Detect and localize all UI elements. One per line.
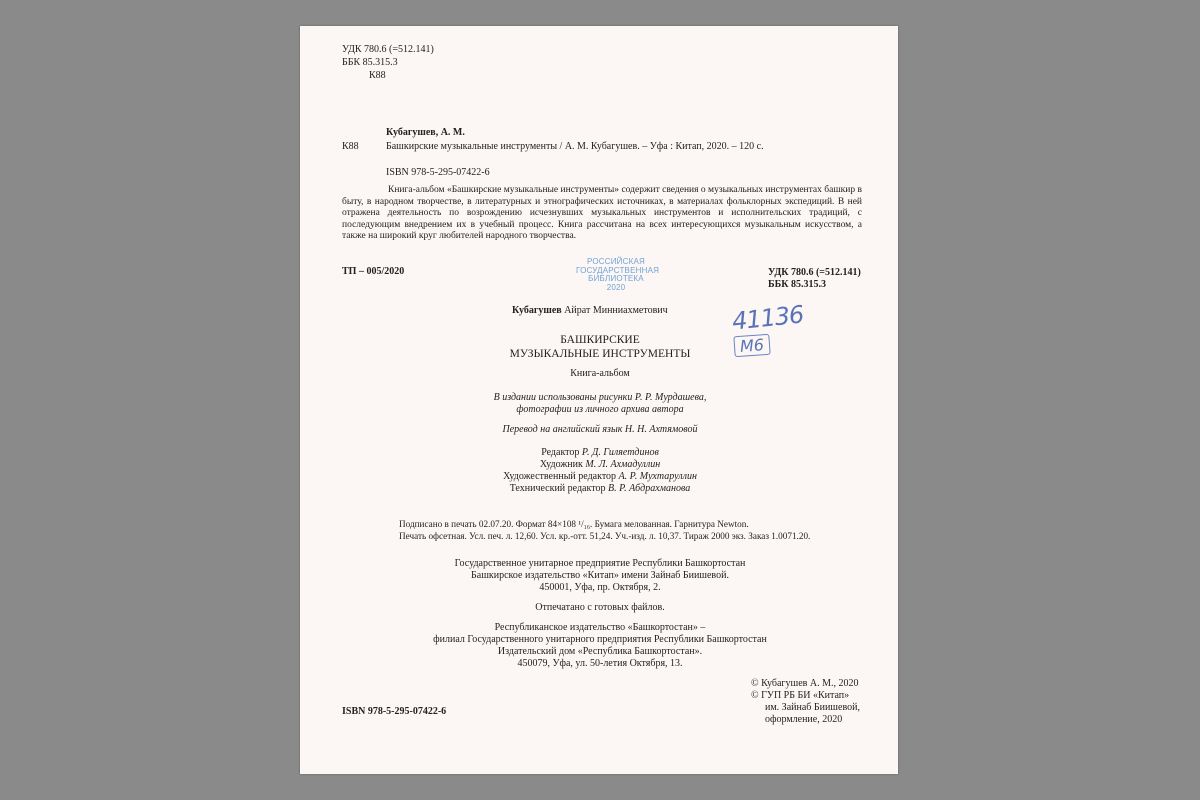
- book-page: [300, 26, 898, 774]
- printer-line-2: филиал Государственного унитарного предприятия Республики Башкортостан: [433, 634, 767, 645]
- copyright-line-2: © ГУП РБ БИ «Китап»: [751, 690, 850, 701]
- udk-line: УДК 780.6 (=512.141): [342, 44, 434, 55]
- credit-line-2: фотографии из личного архива автора: [516, 404, 684, 415]
- publisher-line-3: 450001, Уфа, пр. Октября, 2.: [539, 582, 661, 593]
- tp-code: ТП – 005/2020: [342, 266, 405, 277]
- printed-from: Отпечатано с готовых файлов.: [535, 602, 665, 613]
- author-fullname: [512, 305, 668, 317]
- k88-code: К88: [369, 70, 386, 81]
- author-name: Айрат Минниахметович: [561, 305, 668, 316]
- copyright-line-4: оформление, 2020: [765, 714, 843, 725]
- copyright-line-1: © Кубагушев А. М., 2020: [751, 678, 859, 689]
- translation-credit: Перевод на английский язык Н. Н. Ахтямовой: [502, 424, 698, 435]
- author-heading: Кубагушев, А. М.: [386, 127, 465, 138]
- print-info-1: Подписано в печать 02.07.20. Формат 84×108 ¹/₁₆. Бумага мелованная. Гарнитура Newton.: [399, 519, 749, 529]
- isbn-top: ISBN 978-5-295-07422-6: [386, 167, 490, 178]
- title-line-2: МУЗЫКАЛЬНЫЕ ИНСТРУМЕНТЫ: [509, 348, 691, 360]
- art-editor-line: Художественный редактор А. Р. Мухтаруллин: [503, 471, 697, 482]
- printer-line-4: 450079, Уфа, ул. 50-летия Октября, 13.: [517, 658, 683, 669]
- annotation: Книга-альбом «Башкирские музыкальные инструменты» содержит сведения о музыкальных инструментах башкир в быту, в народном творчестве, в литературных и этнографических источниках, в материалах фольклорных экспедиций. В ней отражена деятельность по возрождению исчезнувших музыкальных инструментов и исполнительских традиций, с последующим внедрением их в учебный процесс. Книга рассчитана на всех интересующихся музыкальным искусством, а также на широкий круг любителей народного творчества.: [342, 185, 862, 242]
- tech-editor-line: Технический редактор В. Р. Абдрахманова: [509, 483, 691, 494]
- publisher-line-1: Государственное унитарное предприятие Республики Башкортостан: [454, 558, 746, 569]
- k88-left: К88: [342, 141, 359, 152]
- artist-line: Художник М. Л. Ахмадуллин: [539, 459, 661, 470]
- handwritten-number: 41136: [730, 300, 805, 336]
- bbk-line: ББК 85.315.3: [342, 57, 398, 68]
- publisher-line-2: Башкирское издательство «Китап» имени Зайнаб Биишевой.: [471, 570, 729, 581]
- printer-line-1: Республиканское издательство «Башкортостан» –: [494, 622, 706, 633]
- author-surname: Кубагушев: [512, 305, 562, 316]
- handwritten-box: M6: [733, 334, 770, 357]
- copyright-line-3: им. Зайнаб Биишевой,: [765, 702, 860, 713]
- bbk-right: ББК 85.315.3: [768, 279, 826, 290]
- credit-line-1: В издании использованы рисунки Р. Р. Мурдашева,: [493, 392, 707, 403]
- udk-right: УДК 780.6 (=512.141): [768, 267, 861, 278]
- subtitle: Книга-альбом: [570, 368, 630, 379]
- isbn-bottom: ISBN 978-5-295-07422-6: [342, 706, 447, 717]
- editor-line: Редактор Р. Д. Гиляетдинов: [541, 447, 659, 458]
- title-line-1: БАШКИРСКИЕ: [560, 334, 640, 346]
- printer-line-3: Издательский дом «Республика Башкортостан».: [497, 646, 703, 657]
- library-stamp: РОССИЙСКАЯ ГОСУДАРСТВЕННАЯ БИБЛИОТЕКА 2020: [576, 257, 660, 292]
- print-info-2: Печать офсетная. Усл. печ. л. 12,60. Усл. кр.-отт. 51,24. Уч.-изд. л. 10,37. Тираж 2000 экз. Заказ 1.0071.20.: [399, 531, 811, 541]
- bibliographic-line: Башкирские музыкальные инструменты / А. М. Кубагушев. – Уфа : Китап, 2020. – 120 с.: [386, 141, 764, 152]
